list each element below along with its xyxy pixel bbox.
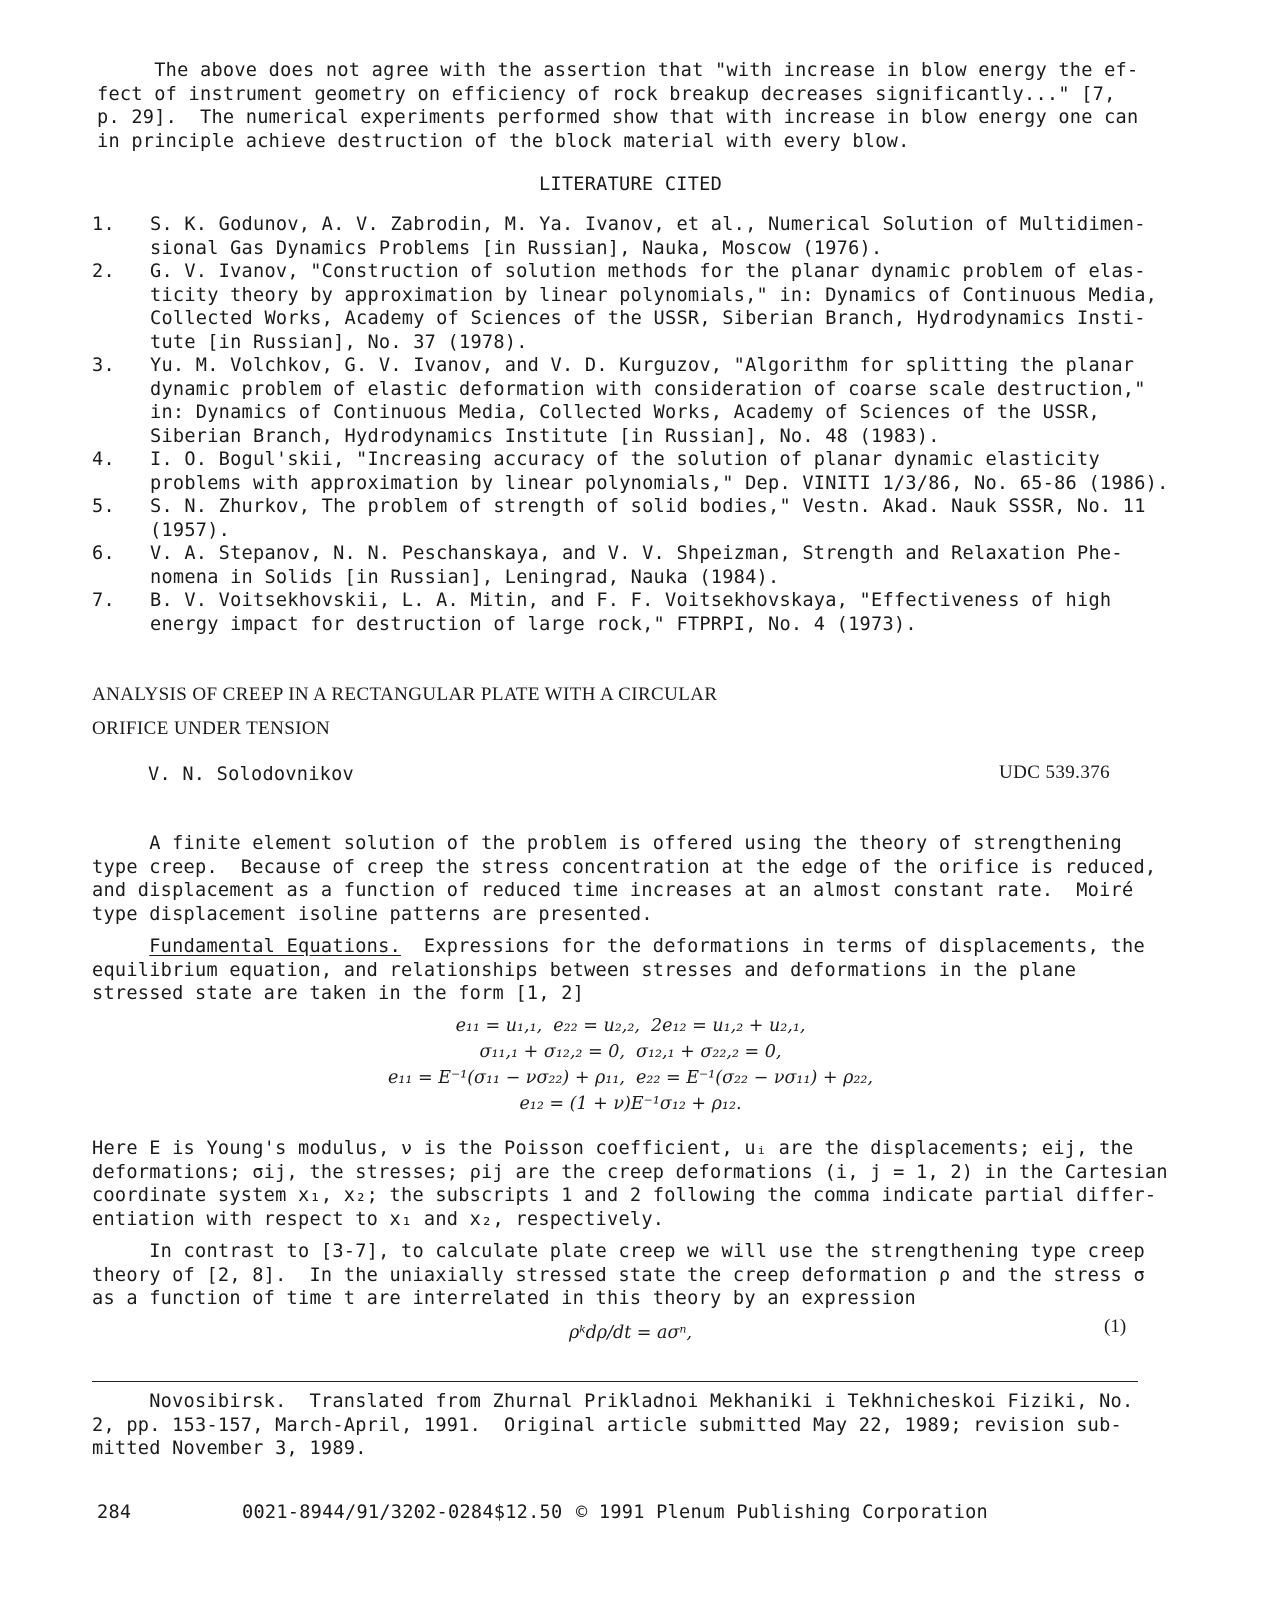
- reference-line: in: Dynamics of Continuous Media, Collected Works, Academy of Sciences of the USSR,: [150, 402, 1100, 423]
- reference-line: Siberian Branch, Hydrodynamics Institute [in Russian], No. 48 (1983).: [150, 425, 940, 447]
- footnote-divider: [92, 1381, 1138, 1382]
- reference-list: [92, 213, 1169, 636]
- literature-heading: LITERATURE CITED: [538, 174, 723, 195]
- reference-number: 5.: [92, 496, 115, 517]
- text-line: entiation with respect to x₁ and x₂, respectively.: [92, 1208, 665, 1230]
- equation-line: e₁₁ = u₁,₁, e₂₂ = u₂,₂, 2e₁₂ = u₁,₂ + u₂,₁,: [455, 1016, 806, 1036]
- footnote-paragraph: [92, 1390, 1162, 1461]
- udc-code: UDC 539.376: [999, 762, 1111, 783]
- reference-item: [92, 260, 1162, 354]
- definitions-paragraph: [92, 1137, 1168, 1231]
- copyright-notice: © 1991 Plenum Publishing Corporation: [576, 1502, 988, 1523]
- reference-line: B. V. Voitsekhovskii, L. A. Mitin, and F. F. Voitsekhovskaya, "Effectiveness of high: [150, 590, 1112, 611]
- article-title-line-1: ANALYSIS OF CREEP IN A RECTANGULAR PLATE WITH A CIRCULAR: [92, 684, 718, 705]
- text-line: equilibrium equation, and relationships between stresses and deformations in the plane: [92, 959, 1077, 981]
- fundamental-equations-paragraph: [92, 935, 1162, 1006]
- reference-line: I. O. Bogul'skii, "Increasing accuracy of the solution of planar dynamic elasticity: [150, 449, 1100, 470]
- text-line: [92, 935, 1162, 959]
- reference-line: (1957).: [150, 519, 231, 541]
- text-line: theory of [2, 8]. In the uniaxially stressed state the creep deformation ρ and the stress σ: [92, 1264, 1145, 1286]
- equation-line: σ₁₁,₁ + σ₁₂,₂ = 0, σ₁₂,₁ + σ₂₂,₂ = 0,: [479, 1042, 782, 1062]
- equation-line: e₁₁ = E⁻¹(σ₁₁ − νσ₂₂) + ρ₁₁, e₂₂ = E⁻¹(σ₂₂ − νσ₁₁) + ρ₂₂,: [388, 1068, 873, 1088]
- reference-item: [92, 213, 1162, 260]
- text-line-rest: Expressions for the deformations in terms of displacements, the: [401, 936, 1145, 957]
- text-line: 2, pp. 153-157, March-April, 1991. Original article submitted May 22, 1989; revision sub-: [92, 1414, 1122, 1436]
- text-line: in principle achieve destruction of the block material with every blow.: [97, 130, 910, 152]
- equation-line: e₁₂ = (1 + ν)E⁻¹σ₁₂ + ρ₁₂.: [519, 1094, 742, 1114]
- text-line: A finite element solution of the problem is offered using the theory of strengthening: [92, 833, 1122, 854]
- text-line: The above does not agree with the assertion that "with increase in blow energy the ef-: [97, 60, 1139, 81]
- text-line: In contrast to [3-7], to calculate plate creep we will use the strengthening type creep: [92, 1241, 1145, 1262]
- equation-1: ρᵏdρ/dt = aσⁿ,: [568, 1323, 693, 1343]
- text-line: type creep. Because of creep the stress concentration at the edge of the orifice is reduced,: [92, 856, 1157, 878]
- reference-line: nomena in Solids [in Russian], Leningrad, Nauka (1984).: [150, 566, 780, 588]
- text-line: deformations; σij, the stresses; ρij are the creep deformations (i, j = 1, 2) in the Cartesian: [92, 1161, 1168, 1183]
- article-title-line-2: ORIFICE UNDER TENSION: [92, 718, 331, 739]
- reference-number: 2.: [92, 261, 115, 282]
- reference-line: Collected Works, Academy of Sciences of the USSR, Siberian Branch, Hydrodynamics Insti-: [150, 308, 1146, 329]
- reference-line: G. V. Ivanov, "Construction of solution methods for the planar dynamic problem of elas-: [150, 261, 1146, 282]
- article-code: 0021-8944/91/3202-0284$12.50: [242, 1502, 563, 1523]
- reference-line: tute [in Russian], No. 37 (1978).: [150, 331, 528, 353]
- section-heading: Fundamental Equations.: [149, 936, 402, 957]
- reference-line: problems with approximation by linear polynomials," Dep. VINITI 1/3/86, No. 65-86 (1986).: [150, 472, 1169, 494]
- reference-number: 6.: [92, 543, 115, 564]
- abstract-paragraph: [92, 832, 1162, 926]
- reference-line: energy impact for destruction of large rock," FTPRPI, No. 4 (1973).: [150, 613, 917, 635]
- text-line: fect of instrument geometry on efficiency of rock breakup decreases significantly..." [7,: [97, 83, 1116, 105]
- page-number: 284: [97, 1502, 132, 1523]
- reference-line: ticity theory by approximation by linear polynomials," in: Dynamics of Continuous Media,: [150, 284, 1158, 306]
- reference-item: [92, 354, 1162, 448]
- reference-number: 1.: [92, 214, 115, 235]
- reference-item: [92, 542, 1162, 589]
- text-line: type displacement isoline patterns are presented.: [92, 903, 653, 925]
- contrast-paragraph: [92, 1240, 1162, 1311]
- text-line: Here E is Young's modulus, ν is the Poisson coefficient, uᵢ are the displacements; eij, the: [92, 1138, 1134, 1159]
- reference-line: dynamic problem of elastic deformation with consideration of coarse scale destruction,": [150, 378, 1146, 400]
- reference-line: V. A. Stepanov, N. N. Peschanskaya, and V. V. Shpeizman, Strength and Relaxation Phe-: [150, 543, 1123, 564]
- author-name: V. N. Solodovnikov: [148, 764, 354, 785]
- reference-number: 3.: [92, 355, 115, 376]
- reference-line: S. K. Godunov, A. V. Zabrodin, M. Ya. Ivanov, et al., Numerical Solution of Multidimen-: [150, 214, 1146, 235]
- reference-line: S. N. Zhurkov, The problem of strength of solid bodies," Vestn. Akad. Nauk SSSR, No. 11: [150, 496, 1146, 517]
- text-line: p. 29]. The numerical experiments performed show that with increase in blow energy one can: [97, 107, 1139, 128]
- reference-item: [92, 495, 1162, 542]
- reference-number: 7.: [92, 590, 115, 611]
- text-line: Novosibirsk. Translated from Zhurnal Prikladnoi Mekhaniki i Tekhnicheskoi Fiziki, No.: [92, 1391, 1134, 1412]
- reference-number: 4.: [92, 449, 115, 470]
- intro-paragraph: [97, 59, 1167, 153]
- text-line: stressed state are taken in the form [1, 2]: [92, 983, 585, 1004]
- text-line: and displacement as a function of reduced time increases at an almost constant rate. Moiré: [92, 880, 1134, 901]
- reference-item: [92, 448, 1169, 495]
- text-line: mitted November 3, 1989.: [92, 1438, 367, 1459]
- reference-line: sional Gas Dynamics Problems [in Russian], Nauka, Moscow (1976).: [150, 237, 883, 259]
- reference-item: [92, 589, 1162, 636]
- text-line: coordinate system x₁, x₂; the subscripts 1 and 2 following the comma indicate partial differ-: [92, 1185, 1157, 1206]
- reference-line: Yu. M. Volchkov, G. V. Ivanov, and V. D. Kurguzov, "Algorithm for splitting the planar: [150, 355, 1135, 376]
- equation-number: (1): [1104, 1316, 1127, 1337]
- text-line: as a function of time t are interrelated in this theory by an expression: [92, 1288, 916, 1309]
